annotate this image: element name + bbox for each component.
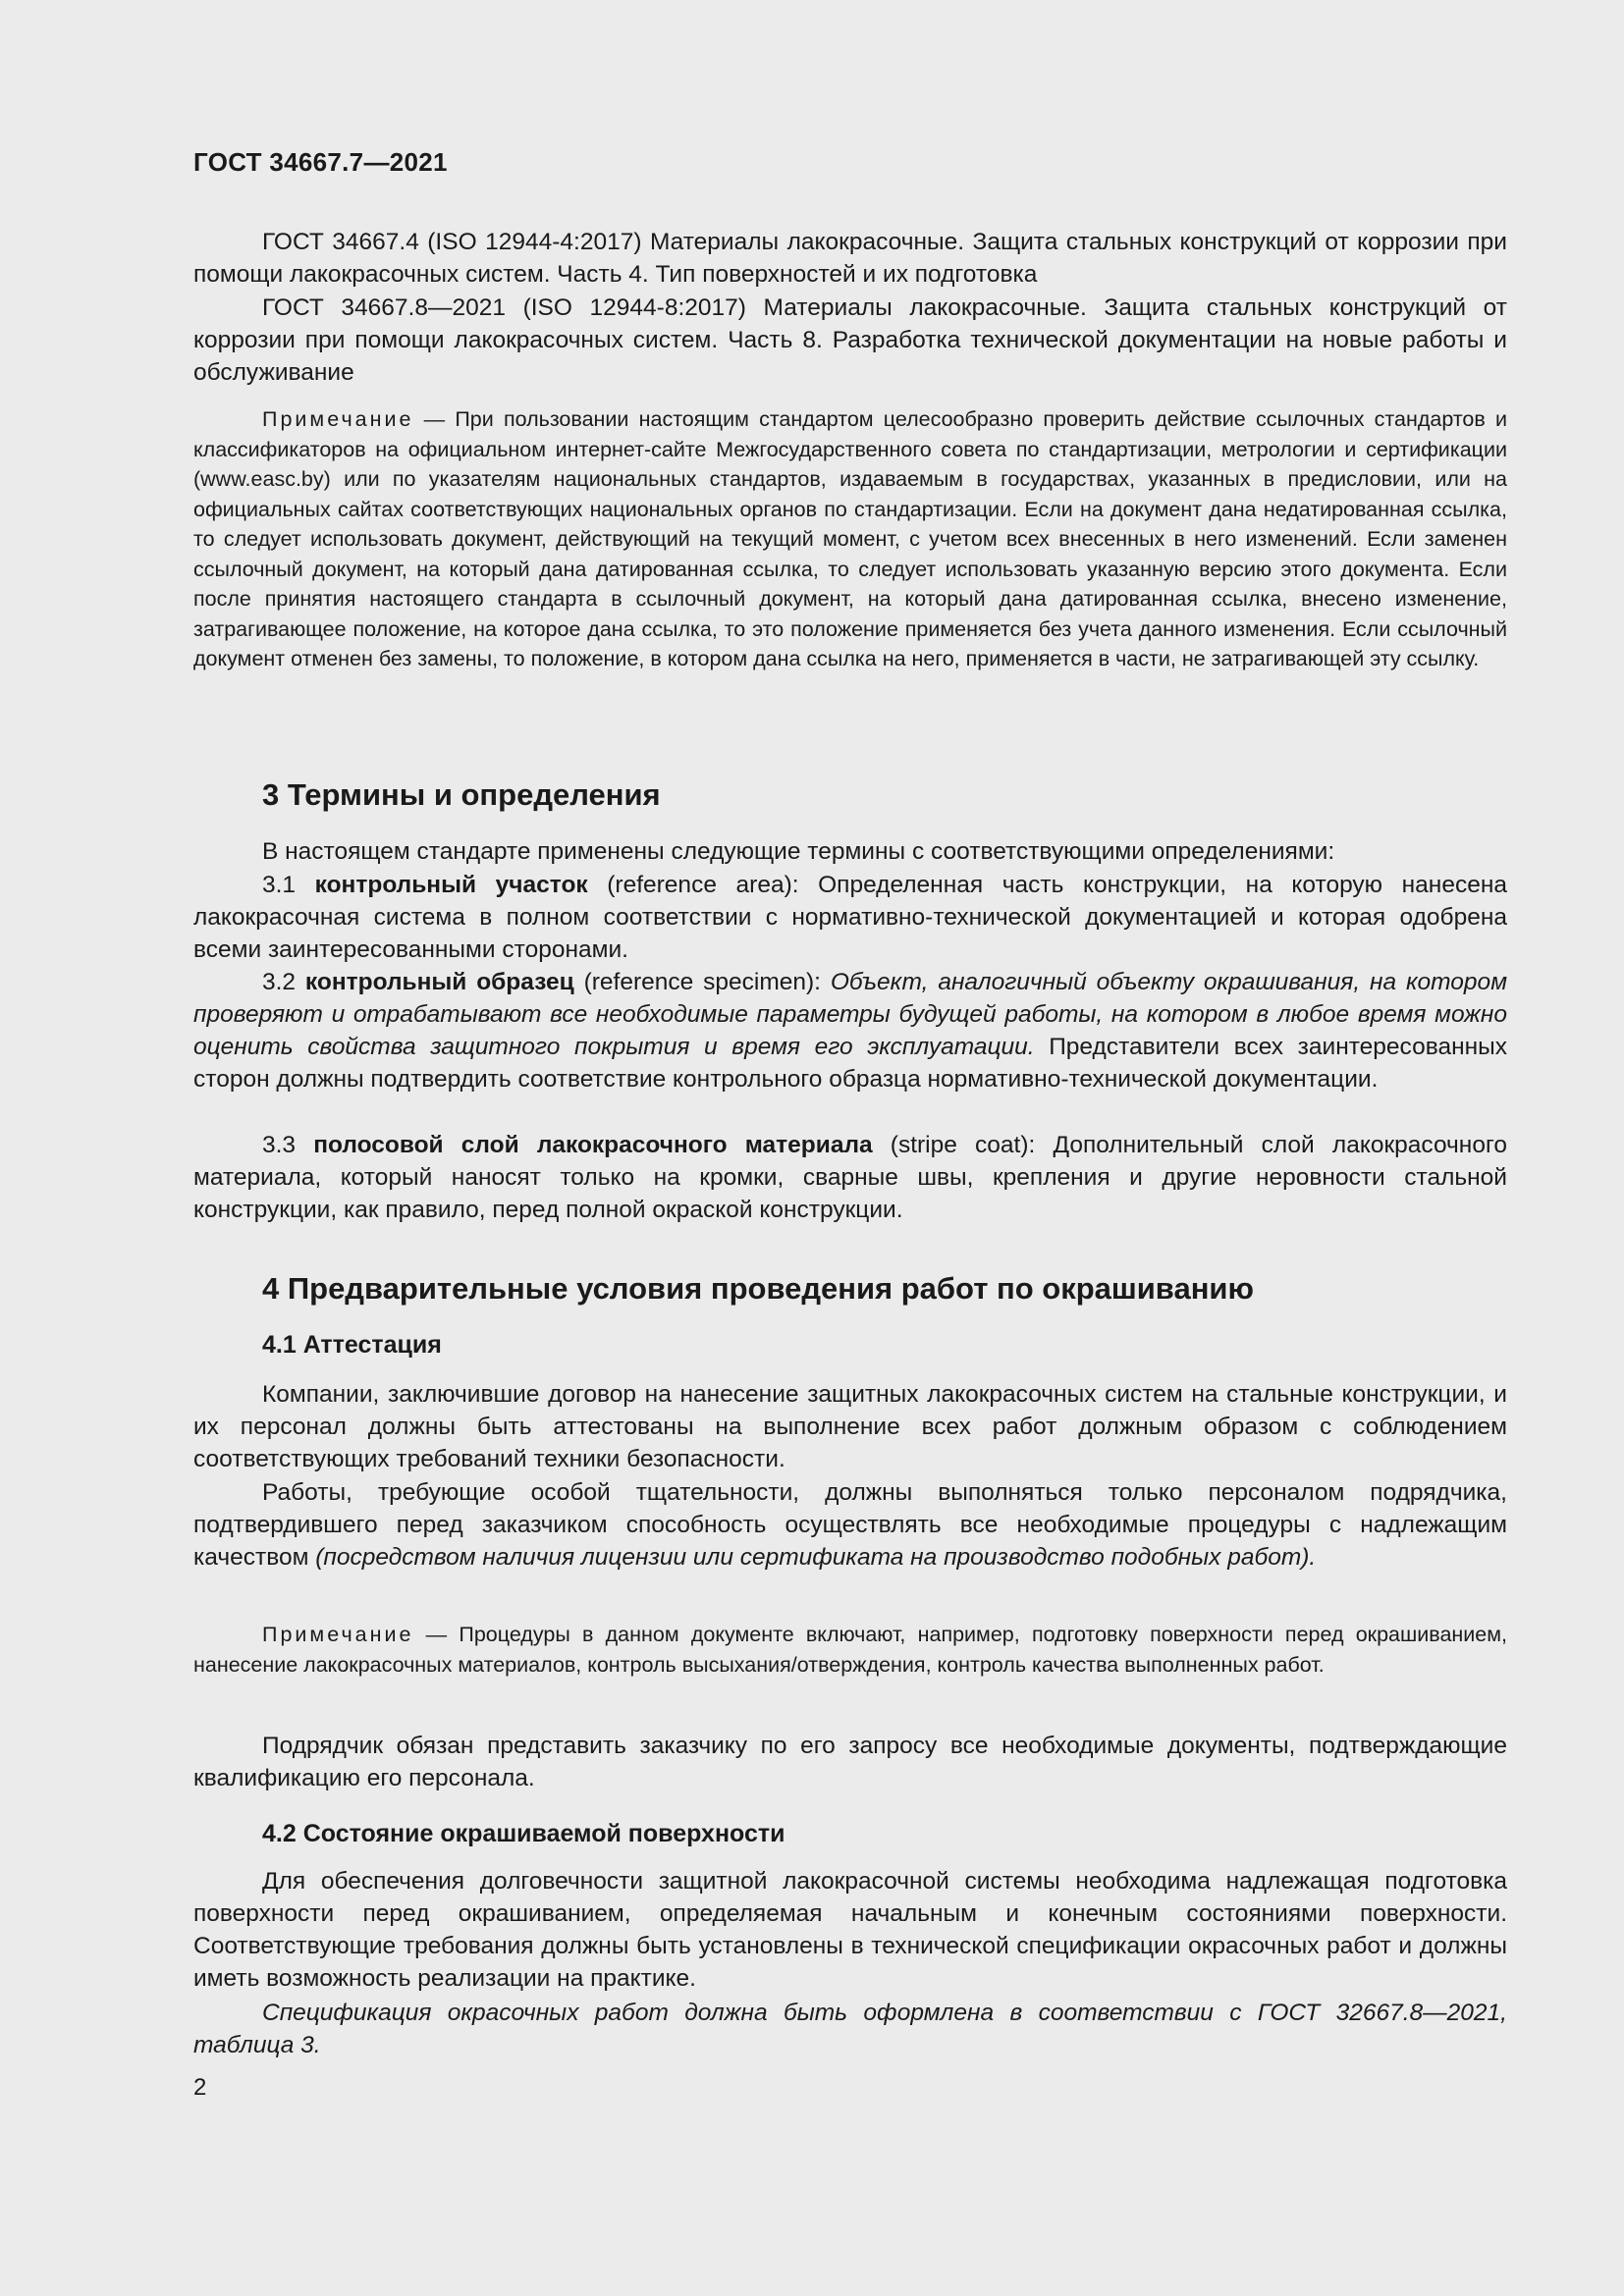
section-3-intro: В настоящем стандарте применены следующие термины с соответствующими определениями: bbox=[262, 838, 1335, 865]
subsection-4-1-heading: 4.1 Аттестация bbox=[262, 1331, 442, 1359]
term-3-1-definition: (reference area): Определенная часть конструкции, на которую нанесена лакокрасочная система в полном соответствии с нормативно-технической документацией и которая одобрена всеми заинтересованными сторонами. bbox=[193, 872, 1507, 963]
section-3-heading: 3 Термины и определения bbox=[262, 777, 661, 812]
term-3-2-title: контрольный образец bbox=[304, 969, 574, 995]
reference-gost-34667-8: ГОСТ 34667.8—2021 (ISO 12944-8:2017) Материалы лакокрасочные. Защита стальных конструкций от коррозии при помощи лакокрасочных систем. Часть 8. Разработка технической документации на новые работы и обслуживание bbox=[193, 294, 1507, 386]
term-3-2-definition-italic: Объект, аналогичный объекту окрашивания, на котором проверяют и отрабатывают все необходимые параметры будущей работы, на котором в любое время можно оценить свойства защитного покрытия и время его эксплуатации. bbox=[193, 969, 1507, 1060]
section-4-heading: 4 Предварительные условия проведения работ по окрашиванию bbox=[262, 1271, 1254, 1306]
subsection-4-2-paragraph-1: Для обеспечения долговечности защитной лакокрасочной системы необходима надлежащая подготовка поверхности перед окрашиванием, определяемая начальным и конечным состояниями поверхности. Соответствующие требования должны быть установлены в технической спецификации окрасочных работ и должны иметь возможность реализации на практике. bbox=[193, 1868, 1507, 1992]
note-label: Примечание bbox=[262, 407, 414, 431]
note-normative-references bbox=[193, 404, 1507, 674]
term-3-2-english: (reference specimen): bbox=[573, 969, 831, 995]
subsection-4-1-paragraph-2-italic: (посредством наличия лицензии или сертификата на производство подобных работ). bbox=[315, 1544, 1317, 1571]
term-3-3 bbox=[193, 1129, 1507, 1226]
subsection-4-1-paragraph-2 bbox=[193, 1476, 1507, 1574]
note-procedures-text: — Процедуры в данном документе включают, например, подготовку поверхности перед окрашиванием, нанесение лакокрасочных материалов, контроль высыхания/отверждения, контроль качества выполненных работ. bbox=[193, 1623, 1507, 1677]
document-id: ГОСТ 34667.7—2021 bbox=[193, 147, 448, 177]
subsection-4-1-paragraph-3: Подрядчик обязан представить заказчику по его запросу все необходимые документы, подтверждающие квалификацию его персонала. bbox=[193, 1733, 1507, 1791]
page-number: 2 bbox=[193, 2074, 207, 2101]
reference-gost-34667-4: ГОСТ 34667.4 (ISO 12944-4:2017) Материалы лакокрасочные. Защита стальных конструкций от коррозии при помощи лакокрасочных систем. Часть 4. Тип поверхностей и их подготовка bbox=[193, 229, 1507, 288]
note-procedures-label: Примечание bbox=[262, 1623, 414, 1646]
note-text: — При пользовании настоящим стандартом целесообразно проверить действие ссылочных стандартов и классификаторов на официальном интернет-сайте Межгосударственного совета по стандартизации, метрологии и сертификации (www.easc.by) или по указателям национальных стандартов, издаваемым в государствах, указанных в предисловии, или на официальных сайтах соответствующих национальных органов по стандартизации. Если на документ дана недатированная ссылка, то следует использовать документ, действующий на текущий момент, с учетом всех внесенных в него изменений. Если заменен ссылочный документ, на который дана датированная ссылка, то следует использовать указанную версию этого документа. Если после принятия настоящего стандарта в ссылочный документ, на который дана датированная ссылка, внесено изменение, затрагивающее положение, на которое дана ссылка, то это положение применяется без учета данного изменения. Если ссылочный документ отменен без замены, то положение, в котором дана ссылка на него, применяется в части, не затрагивающей эту ссылку. bbox=[193, 407, 1507, 670]
note-procedures bbox=[193, 1620, 1507, 1680]
term-3-1 bbox=[193, 869, 1507, 966]
term-3-3-title: полосовой слой лакокрасочного материала bbox=[313, 1132, 873, 1158]
term-3-1-number: 3.1 bbox=[262, 872, 315, 898]
subsection-4-2-paragraph-2: Спецификация окрасочных работ должна быть оформлена в соответствии с ГОСТ 32667.8—2021, таблица 3. bbox=[193, 2000, 1507, 2058]
subsection-4-1-paragraph-1: Компании, заключившие договор на нанесение защитных лакокрасочных систем на стальные конструкции, и их персонал должны быть аттестованы на выполнение всех работ должным образом с соблюдением соответствующих требований техники безопасности. bbox=[193, 1381, 1507, 1472]
term-3-1-title: контрольный участок bbox=[314, 872, 588, 898]
term-3-3-definition: (stripe coat): Дополнительный слой лакокрасочного материала, который наносят только на кромки, сварные швы, крепления и другие неровности стальной конструкции, как правило, перед полной окраской конструкции. bbox=[193, 1132, 1507, 1223]
subsection-4-1-paragraph-2-text: Работы, требующие особой тщательности, должны выполняться только персоналом подрядчика, подтвердившего перед заказчиком способность осуществлять все необходимые процедуры с надлежащим качеством bbox=[193, 1479, 1507, 1571]
term-3-2-number: 3.2 bbox=[262, 969, 305, 995]
term-3-2-definition: Представители всех заинтересованных сторон должны подтвердить соответствие контрольного образца нормативно-технической документации. bbox=[193, 1034, 1507, 1093]
term-3-2 bbox=[193, 966, 1507, 1095]
subsection-4-2-heading: 4.2 Состояние окрашиваемой поверхности bbox=[262, 1820, 785, 1847]
term-3-3-number: 3.3 bbox=[262, 1132, 314, 1158]
